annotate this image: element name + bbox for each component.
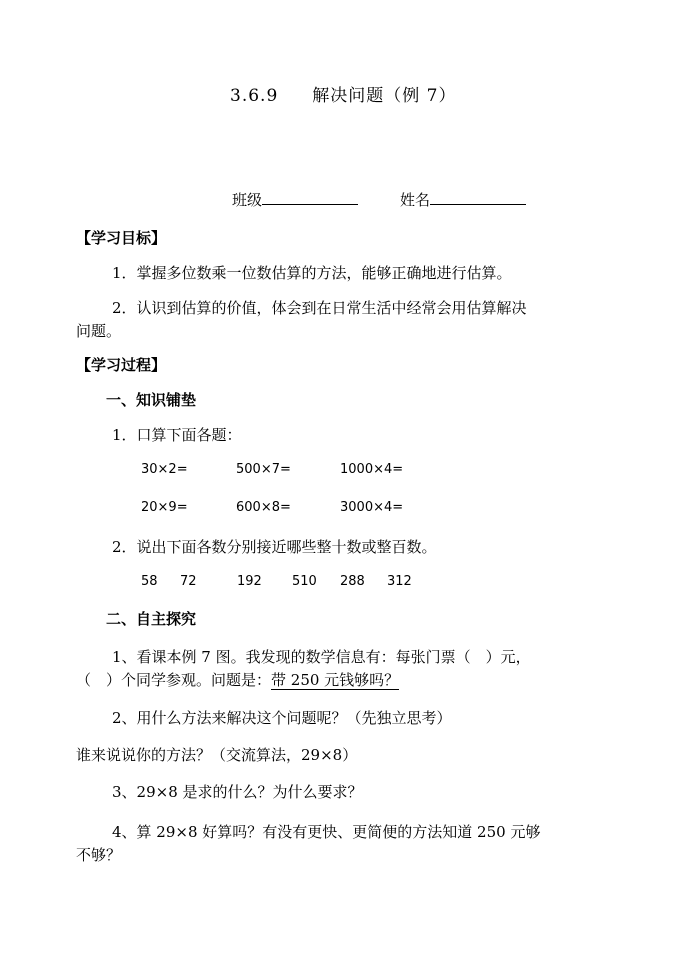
question-2-4-line-1: 4、算 29×8 好算吗？有没有更快、更简便的方法知道 250 元够 <box>112 823 541 841</box>
class-blank[interactable] <box>262 188 358 205</box>
name-field <box>400 188 526 210</box>
goal-item-2-line-2: 问题。 <box>76 322 122 340</box>
number-item: 72 <box>180 574 197 589</box>
question-1-2: 2．说出下面各数分别接近哪些整十数或整百数。 <box>112 538 437 556</box>
number-item: 58 <box>141 574 158 589</box>
calc-item: 500×7= <box>236 462 291 477</box>
class-label: 班级 <box>232 191 263 209</box>
question-1-1: 1．口算下面各题： <box>112 426 242 444</box>
number-item: 288 <box>340 574 365 589</box>
number-item: 510 <box>292 574 317 589</box>
question-2-1-text: （ ）个同学参观。问题是： <box>76 671 272 689</box>
goals-heading: 【学习目标】 <box>76 229 167 247</box>
calc-item: 30×2= <box>141 462 188 477</box>
calc-item: 1000×4= <box>340 462 404 477</box>
question-2-1-line-1: 1、看课本例 7 图。我发现的数学信息有：每张门票（ ）元， <box>112 648 531 666</box>
goal-item-1: 1．掌握多位数乘一位数估算的方法，能够正确地进行估算。 <box>112 264 512 282</box>
question-2-2: 2、用什么方法来解决这个问题呢？（先独立思考） <box>112 709 452 727</box>
goal-item-2-line-1: 2．认识到估算的价值，体会到在日常生活中经常会用估算解决 <box>112 299 527 317</box>
lesson-number: 3.6.9 <box>230 86 279 106</box>
lesson-title: 解决问题（例 7） <box>312 86 457 106</box>
question-2-4-line-2: 不够？ <box>76 846 122 864</box>
question-2-2-follow: 谁来说说你的方法？（交流算法，29×8） <box>76 746 358 764</box>
number-item: 192 <box>237 574 262 589</box>
question-2-3: 3、29×8 是求的什么？为什么要求？ <box>112 783 363 801</box>
class-field <box>232 188 358 210</box>
name-label: 姓名 <box>400 191 431 209</box>
section1-heading: 一、知识铺垫 <box>106 391 197 409</box>
name-blank[interactable] <box>430 188 526 205</box>
number-item: 312 <box>387 574 412 589</box>
calc-item: 3000×4= <box>340 500 404 515</box>
calc-item: 20×9= <box>141 500 188 515</box>
page-title <box>230 86 457 106</box>
section2-heading: 二、自主探究 <box>106 610 197 628</box>
process-heading: 【学习过程】 <box>76 356 167 374</box>
calc-item: 600×8= <box>236 500 291 515</box>
question-2-1-line-2 <box>76 670 399 690</box>
question-2-1-underlined: 带 250 元钱够吗？ <box>271 671 400 689</box>
